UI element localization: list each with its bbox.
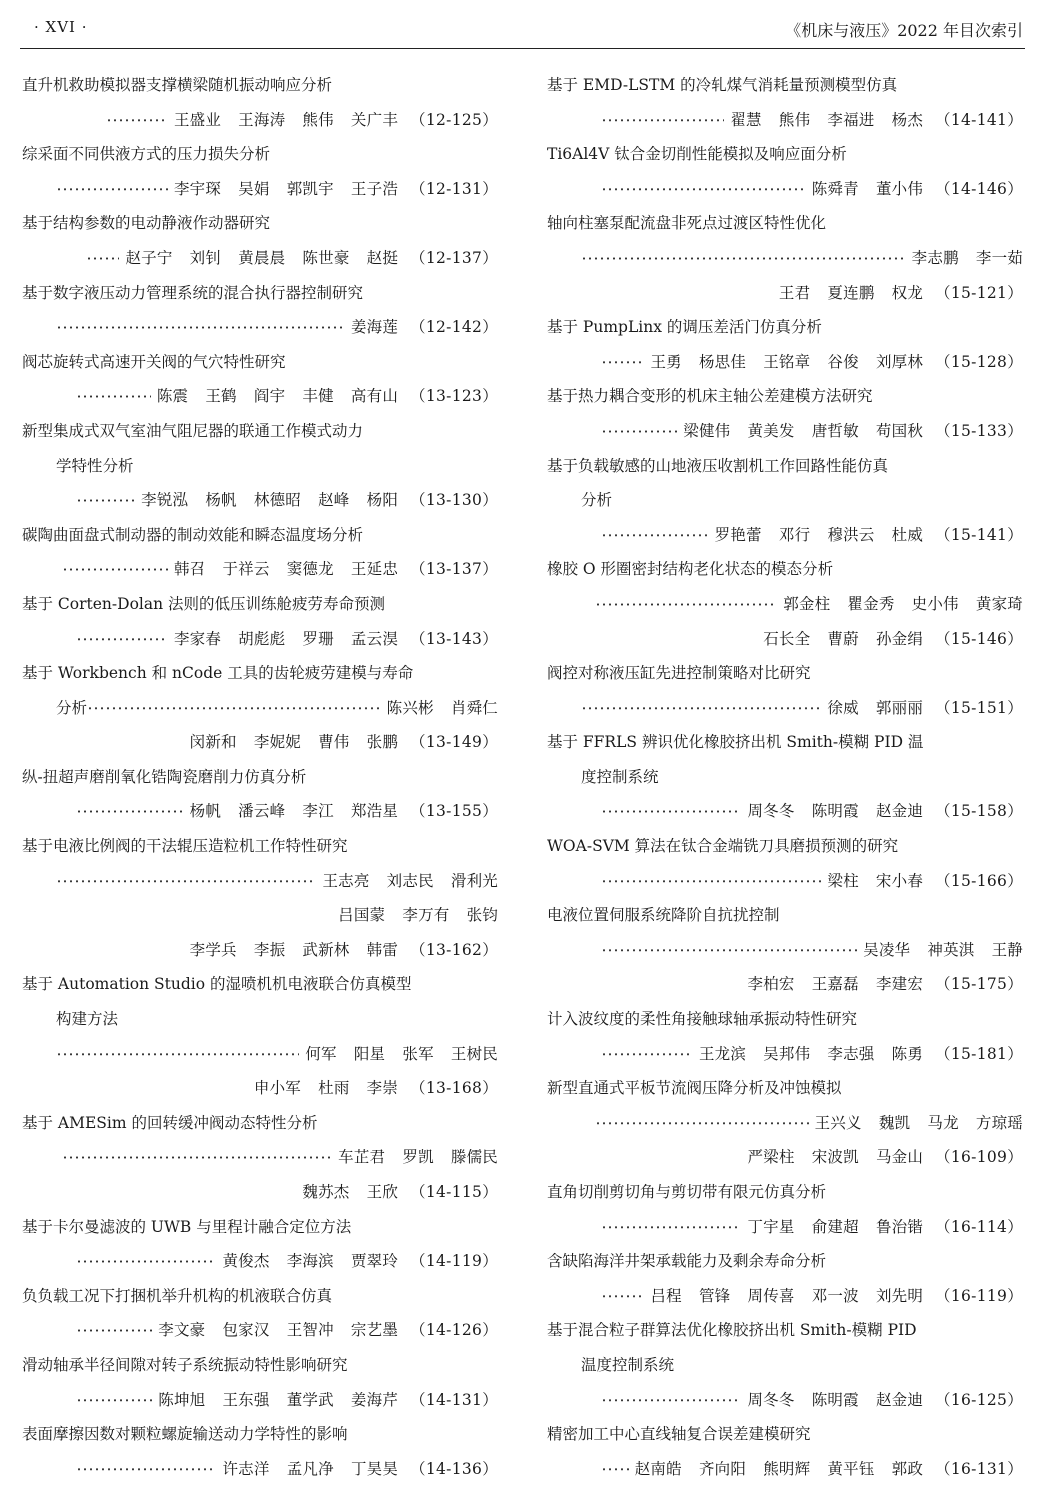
article-authors: 李宇琛 吴娟 郭凯宇 王子浩 [173, 179, 399, 198]
article-authors: 李文豪 包家汉 王智冲 宗艺墨 [158, 1321, 399, 1340]
article-title: 基于 Automation Studio 的湿喷机机电液联合仿真模型 [22, 975, 412, 994]
issue-page-ref: （16-131） [935, 1459, 1023, 1478]
issue-page-ref: （15-181） [935, 1044, 1023, 1063]
dot-leader [595, 587, 777, 622]
index-entry [22, 68, 498, 137]
index-entry [22, 656, 498, 760]
article-authors: 黄俊杰 李海滨 贾翠玲 [222, 1252, 399, 1271]
article-title: 轴向柱塞泵配流盘非死点过渡区特性优化 [547, 214, 827, 233]
dot-leader [601, 103, 724, 138]
article-authors: 郭金柱 瞿金秀 史小伟 黄家琦 [783, 594, 1023, 613]
dot-leader [581, 241, 906, 276]
dot-leader [87, 691, 381, 726]
article-title: 学特性分析 [56, 456, 134, 475]
article-authors: 王盛业 王海涛 熊伟 关广丰 [173, 110, 399, 129]
article-authors: 陈坤旭 王东强 董学武 姜海芹 [158, 1390, 399, 1409]
article-title: 基于卡尔曼滤波的 UWB 与里程计融合定位方法 [22, 1217, 352, 1236]
article-title: 电液位置伺服系统降阶自抗扰控制 [547, 906, 780, 925]
article-title: 基于混合粒子群算法优化橡胶挤出机 Smith-模糊 PID [547, 1321, 917, 1340]
dot-leader [76, 1313, 152, 1348]
index-entry [547, 1002, 1023, 1071]
dot-leader [76, 483, 135, 518]
issue-page-ref: （15-141） [935, 525, 1023, 544]
article-title: 基于电液比例阀的干法辊压造粒机工作特性研究 [22, 837, 348, 856]
article-title: 基于数字液压动力管理系统的混合执行器控制研究 [22, 283, 364, 302]
article-authors: 赵子宁 刘钊 黄晨晨 陈世豪 赵挺 [125, 248, 399, 267]
dot-leader [601, 1452, 629, 1487]
issue-page-ref: （12-125） [410, 110, 498, 129]
article-title: 橡胶 O 形圈密封结构老化状态的模态分析 [547, 560, 834, 579]
index-entry [22, 206, 498, 275]
article-authors: 梁柱 宋小春 [827, 871, 924, 890]
article-authors: 姜海莲 [350, 318, 399, 337]
index-entry [547, 68, 1023, 137]
issue-page-ref: （15-151） [935, 698, 1023, 717]
index-entry [22, 276, 498, 345]
dot-leader [601, 1037, 693, 1072]
index-entry [547, 1417, 1023, 1486]
article-title: 含缺陷海洋井架承载能力及剩余寿命分析 [547, 1252, 827, 1271]
author-line [22, 310, 498, 345]
author-line [22, 1452, 498, 1487]
author-line [22, 622, 498, 657]
index-entry [547, 898, 1023, 1002]
author-line [22, 794, 498, 829]
article-authors: 严梁柱 宋波凯 马金山 [747, 1148, 924, 1167]
dot-leader [601, 518, 709, 553]
article-authors: 吴凌华 神英淇 王静 [863, 940, 1023, 959]
article-authors: 丁宇星 俞建超 鲁治锴 [747, 1217, 924, 1236]
author-line [22, 103, 498, 138]
article-title: 温度控制系统 [581, 1355, 675, 1374]
issue-page-ref: （13-137） [410, 560, 498, 579]
issue-page-ref: （13-149） [410, 733, 498, 752]
article-title: 碳陶曲面盘式制动器的制动效能和瞬态温度场分析 [22, 525, 364, 544]
index-entry [547, 137, 1023, 206]
article-title: 基于结构参数的电动静液作动器研究 [22, 214, 271, 233]
index-entry [547, 1071, 1023, 1175]
dot-leader [56, 172, 168, 207]
article-authors: 王勇 杨思佳 王铭章 谷俊 刘厚林 [650, 352, 924, 371]
page-number: · XVI · [34, 18, 88, 36]
author-line [22, 1313, 498, 1348]
dot-leader [601, 1383, 741, 1418]
issue-page-ref: （12-131） [410, 179, 498, 198]
right-column [547, 68, 1023, 1486]
article-authors: 陈震 王鹤 阎宇 丰健 高有山 [156, 387, 399, 406]
article-title: 基于热力耦合变形的机床主轴公差建模方法研究 [547, 387, 873, 406]
issue-page-ref: （14-136） [410, 1459, 498, 1478]
issue-page-ref: （16-109） [935, 1148, 1023, 1167]
dot-leader [595, 1106, 809, 1141]
issue-page-ref: （15-121） [935, 283, 1023, 302]
article-title: 计入波纹度的柔性角接触球轴承振动特性研究 [547, 1010, 858, 1029]
article-authors: 李家春 胡彪彪 罗珊 孟云淏 [173, 629, 399, 648]
dot-leader [86, 241, 119, 276]
index-entry [22, 829, 498, 967]
dot-leader [76, 1452, 216, 1487]
article-authors: 魏苏杰 王欣 [302, 1183, 399, 1201]
article-title: 滑动轴承半径间隙对转子系统振动特性影响研究 [22, 1355, 348, 1374]
author-line [547, 1037, 1023, 1072]
article-title: 新型集成式双气室油气阻尼器的联通工作模式动力 [22, 421, 364, 440]
article-title: WOA-SVM 算法在钛合金端铣刀具磨损预测的研究 [547, 837, 899, 856]
issue-page-ref: （16-119） [935, 1286, 1023, 1305]
author-line-continued [547, 276, 1023, 311]
article-title: 基于 EMD-LSTM 的冷轧煤气消耗量预测模型仿真 [547, 76, 898, 94]
page-header [20, 0, 1025, 49]
index-entry [547, 725, 1023, 829]
index-entry [547, 449, 1023, 553]
article-title: 阀控对称液压缸先进控制策略对比研究 [547, 664, 811, 683]
article-authors: 闵新和 李妮妮 曹伟 张鹏 [189, 733, 399, 752]
author-line [22, 172, 498, 207]
author-line-continued [22, 1071, 498, 1106]
issue-page-ref: （15-146） [935, 629, 1023, 648]
dot-leader [601, 864, 821, 899]
index-entry [22, 1210, 498, 1279]
issue-page-ref: （13-162） [410, 940, 498, 959]
article-title: 精密加工中心直线轴复合误差建模研究 [547, 1425, 811, 1444]
author-line [547, 794, 1023, 829]
issue-page-ref: （13-143） [410, 629, 498, 648]
issue-page-ref: （14-119） [410, 1252, 498, 1271]
journal-title: 《机床与液压》2022 年目次索引 [785, 21, 1023, 40]
index-entry [22, 414, 498, 518]
article-title: Ti6Al4V 钛合金切削性能模拟及响应面分析 [547, 145, 847, 164]
index-entry [547, 310, 1023, 379]
index-entry [22, 137, 498, 206]
author-line [22, 483, 498, 518]
issue-page-ref: （15-166） [935, 871, 1023, 890]
dot-leader [106, 103, 168, 138]
index-entry [547, 656, 1023, 725]
article-authors: 李志鹏 李一茹 [911, 248, 1023, 267]
index-entry [547, 829, 1023, 898]
author-line [547, 933, 1023, 968]
index-entry [22, 967, 498, 1105]
article-authors: 陈舜青 董小伟 [811, 179, 924, 198]
issue-page-ref: （15-175） [935, 975, 1023, 994]
article-authors: 王龙滨 吴邦伟 李志强 陈勇 [698, 1044, 924, 1063]
issue-page-ref: （15-128） [935, 352, 1023, 371]
article-title: 基于负载敏感的山地液压收割机工作回路性能仿真 [547, 456, 889, 475]
index-entry [547, 206, 1023, 310]
author-line [547, 1383, 1023, 1418]
article-title: 阀芯旋转式高速开关阀的气穴特性研究 [22, 352, 286, 371]
dot-leader [76, 622, 168, 657]
article-title: 基于 FFRLS 辨识优化橡胶挤出机 Smith-模糊 PID 温 [547, 733, 924, 752]
article-title: 度控制系统 [581, 767, 659, 786]
article-authors: 李柏宏 王嘉磊 李建宏 [747, 975, 924, 994]
article-authors: 王志亮 刘志民 滑利光 [322, 871, 498, 890]
author-line [547, 103, 1023, 138]
article-authors: 赵南皓 齐向阳 熊明辉 黄平钰 郭政 [634, 1459, 924, 1478]
dot-leader [62, 552, 168, 587]
issue-page-ref: （14-126） [410, 1321, 498, 1340]
article-title: 表面摩擦因数对颗粒螺旋输送动力学特性的影响 [22, 1425, 348, 1444]
issue-page-ref: （15-158） [935, 802, 1023, 821]
index-entry [22, 587, 498, 656]
author-line-continued [22, 1175, 498, 1210]
index-entry [22, 760, 498, 829]
article-authors: 徐威 郭丽丽 [827, 698, 924, 717]
issue-page-ref: （13-123） [410, 387, 498, 406]
index-entry [22, 1279, 498, 1348]
issue-page-ref: （13-168） [410, 1079, 498, 1098]
article-title-tail: 分析 [56, 698, 88, 717]
author-line [22, 241, 498, 276]
article-authors: 许志洋 孟凡净 丁昊昊 [222, 1459, 399, 1478]
author-line-continued [547, 622, 1023, 657]
issue-page-ref: （13-130） [410, 491, 498, 510]
article-title: 直升机救助模拟器支撑横梁随机振动响应分析 [22, 76, 333, 94]
article-title: 纵-扭超声磨削氧化锆陶瓷磨削力仿真分析 [22, 767, 307, 786]
article-authors: 吕程 管锋 周传喜 邓一波 刘先明 [650, 1286, 924, 1305]
dot-leader [76, 1244, 216, 1279]
article-title: 直角切削剪切角与剪切带有限元仿真分析 [547, 1183, 827, 1201]
dot-leader [601, 414, 677, 449]
dot-leader [601, 1279, 644, 1314]
dot-leader [62, 1140, 332, 1175]
dot-leader [581, 691, 821, 726]
issue-page-ref: （15-133） [935, 421, 1023, 440]
issue-page-ref: （16-114） [935, 1217, 1023, 1236]
article-title: 负负载工况下打捆机举升机构的机液联合仿真 [22, 1286, 333, 1305]
article-title: 基于 Workbench 和 nCode 工具的齿轮疲劳建模与寿命 [22, 664, 414, 683]
index-entry [547, 1175, 1023, 1244]
dot-leader [601, 933, 857, 968]
author-line [22, 552, 498, 587]
author-line [22, 1037, 498, 1072]
author-line [22, 864, 498, 899]
author-line [547, 1279, 1023, 1314]
dot-leader [76, 1383, 152, 1418]
article-authors: 吕国蒙 李万有 张钧 [338, 906, 498, 925]
author-line [547, 587, 1023, 622]
dot-leader [56, 1037, 299, 1072]
article-title: 分析 [581, 491, 613, 510]
author-line [547, 414, 1023, 449]
dot-leader [56, 864, 316, 899]
article-authors: 李学兵 李振 武新林 韩雷 [189, 940, 399, 959]
author-line [547, 1210, 1023, 1245]
dot-leader [601, 794, 741, 829]
article-title: 构建方法 [56, 1010, 119, 1029]
article-title: 基于 AMESim 的回转缓冲阀动态特性分析 [22, 1113, 318, 1132]
article-title: 新型直通式平板节流阀压降分析及冲蚀模拟 [547, 1079, 842, 1098]
article-authors: 石长全 曹蔚 孙金绢 [763, 629, 924, 648]
index-entry [22, 345, 498, 414]
left-column [22, 68, 498, 1486]
dot-leader [56, 310, 345, 345]
issue-page-ref: （12-142） [410, 318, 498, 337]
article-authors: 李锐泓 杨帆 林德昭 赵峰 杨阳 [141, 491, 399, 510]
dot-leader [601, 345, 644, 380]
article-authors: 杨帆 潘云峰 李江 郑浩星 [189, 802, 399, 821]
author-line [22, 1244, 498, 1279]
issue-page-ref: （14-115） [410, 1183, 498, 1201]
article-authors: 王君 夏连鹏 权龙 [778, 283, 924, 302]
index-entry [22, 1417, 498, 1486]
author-line [547, 691, 1023, 726]
article-authors: 陈兴彬 肖舜仁 [386, 698, 498, 717]
article-authors: 车芷君 罗凯 滕儒民 [338, 1148, 498, 1167]
author-line [547, 864, 1023, 899]
article-title: 综采面不同供液方式的压力损失分析 [22, 145, 271, 164]
author-line-continued [22, 933, 498, 968]
issue-page-ref: （13-155） [410, 802, 498, 821]
index-entry [22, 518, 498, 587]
index-entry [547, 1313, 1023, 1417]
article-authors: 翟慧 熊伟 李福进 杨杰 [730, 110, 924, 129]
article-authors: 韩召 于祥云 窦德龙 王延忠 [173, 560, 399, 579]
article-authors: 周冬冬 陈明霞 赵金迪 [747, 802, 924, 821]
article-title [22, 691, 498, 726]
dot-leader [76, 794, 184, 829]
index-entry [547, 379, 1023, 448]
issue-page-ref: （14-131） [410, 1390, 498, 1409]
author-line [547, 172, 1023, 207]
article-authors: 罗艳蕾 邓行 穆洪云 杜威 [714, 525, 924, 544]
article-authors: 申小军 杜雨 李崇 [253, 1079, 399, 1098]
article-authors: 王兴义 魏凯 马龙 方琼瑶 [814, 1113, 1023, 1132]
author-line-continued [22, 898, 498, 933]
article-title: 基于 Corten-Dolan 法则的低压训练舱疲劳寿命预测 [22, 594, 386, 613]
author-line [547, 518, 1023, 553]
article-authors: 梁健伟 黄美发 唐哲敏 苟国秋 [683, 421, 924, 440]
author-line [22, 1140, 498, 1175]
author-line [547, 1452, 1023, 1487]
author-line [22, 1383, 498, 1418]
author-line [547, 1106, 1023, 1141]
dot-leader [76, 379, 151, 414]
author-line-continued [547, 967, 1023, 1002]
index-entry [22, 1106, 498, 1210]
article-title: 基于 PumpLinx 的调压差活门仿真分析 [547, 318, 822, 337]
article-authors: 何军 阳星 张军 王树民 [305, 1044, 498, 1063]
dot-leader [601, 1210, 741, 1245]
author-line-continued [22, 725, 498, 760]
author-line [22, 379, 498, 414]
issue-page-ref: （12-137） [410, 248, 498, 267]
issue-page-ref: （14-141） [935, 110, 1023, 129]
dot-leader [601, 172, 806, 207]
author-line [547, 241, 1023, 276]
author-line-continued [547, 1140, 1023, 1175]
issue-page-ref: （14-146） [935, 179, 1023, 198]
index-entry [547, 1244, 1023, 1313]
author-line [547, 345, 1023, 380]
index-entry [547, 552, 1023, 656]
article-authors: 周冬冬 陈明霞 赵金迪 [747, 1390, 924, 1409]
issue-page-ref: （16-125） [935, 1390, 1023, 1409]
index-entry [22, 1348, 498, 1417]
